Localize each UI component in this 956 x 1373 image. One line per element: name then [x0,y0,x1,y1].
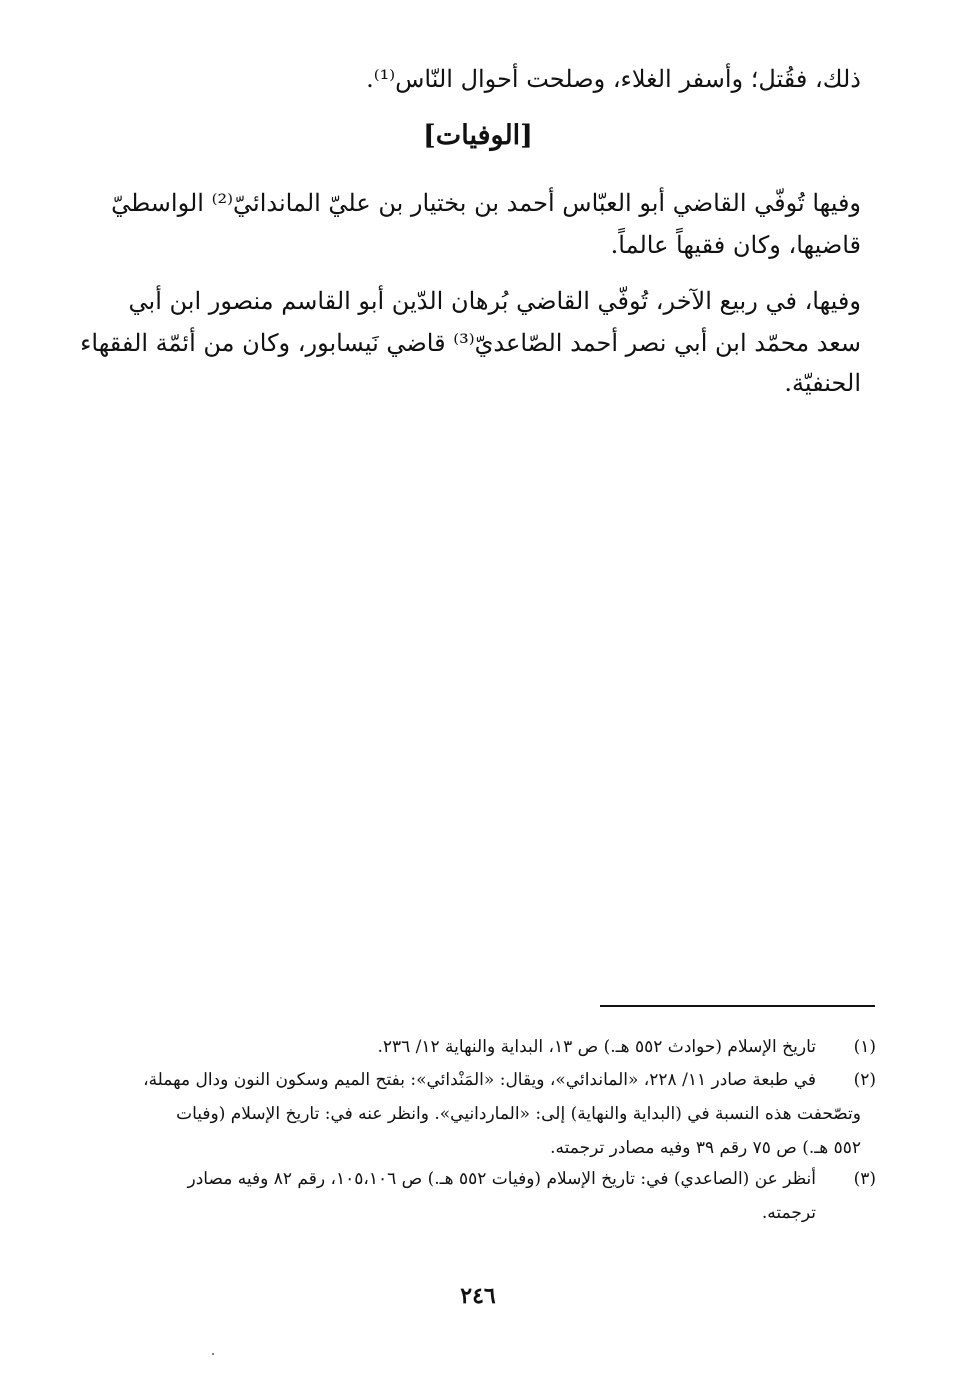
scan-speck [212,1353,214,1355]
footnote-3-number: (٣) [853,1169,876,1189]
footnote-2-line-1: في طبعة صادر ١١/ ٢٢٨، «الماندائي»، ويقال: «المَنْدائي»: بفتح الميم وسكون النون ودال مهملة، [143,1070,816,1090]
paragraph-1-line-1: وفيها تُوفّي القاضي أبو العبّاس أحمد بن بختيار بن عليّ الماندائيّ⁽²⁾ الواسطيّ [111,189,861,217]
paragraph-2-line-2: سعد محمّد ابن أبي نصر أحمد الصّاعديّ⁽³⁾ قاضي نَيسابور، وكان من أئمّة الفقهاء [80,329,861,357]
footnote-3-line-2: ترجمته. [761,1203,816,1223]
footnote-3-line-1: أنظر عن (الصاعدي) في: تاريخ الإسلام (وفيات ٥٥٢ هـ.) ص ١٠٥،١٠٦، رقم ٨٢ وفيه مصادر [187,1169,816,1189]
paragraph-2-line-1: وفيها، في ربيع الآخر، تُوفّي القاضي بُرهان الدّين أبو القاسم منصور ابن أبي [128,287,861,315]
footnote-2-number: (٢) [853,1070,876,1090]
paragraph-1-line-2: قاضيها، وكان فقيهاً عالماً. [610,231,861,259]
footnote-1-line-1: تاريخ الإسلام (حوادث ٥٥٢ هـ.) ص ١٣، البداية والنهاية ١٢/ ٢٣٦. [377,1037,816,1057]
paragraph-2-line-3: الحنفيّة. [784,369,861,397]
footnote-separator [600,1005,875,1007]
section-heading: [الوفيات] [423,120,533,151]
footnote-2-line-3: ٥٥٢ هـ.) ص ٧٥ رقم ٣٩ وفيه مصادر ترجمته. [550,1138,861,1158]
continuation-line: ذلك، فقُتل؛ وأسفر الغلاء، وصلحت أحوال النّاس⁽¹⁾. [366,65,861,93]
footnote-1-number: (١) [853,1037,876,1057]
page-number: ٢٤٦ [460,1283,496,1309]
footnote-2-line-2: وتصّحفت هذه النسبة في (البداية والنهاية) إلى: «الماردانيي». وانظر عنه في: تاريخ الإسلام (وفيات [176,1104,861,1124]
